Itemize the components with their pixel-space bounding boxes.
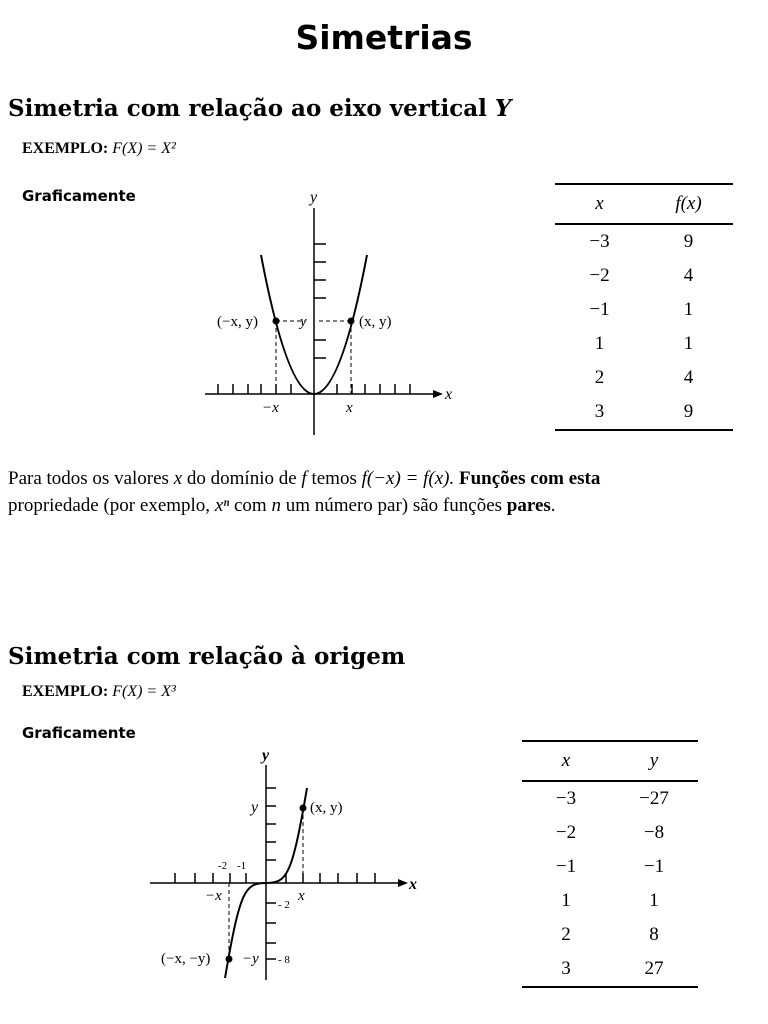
table-header-row (522, 741, 698, 781)
x-axis-arrow (433, 390, 443, 398)
table-header-x: x (522, 741, 610, 781)
point-bottom-label: (−x, −y) (161, 951, 211, 967)
table-row (555, 395, 733, 430)
bold-term: pares (506, 495, 551, 516)
text: propriedade (por exemplo, (8, 495, 215, 516)
text: um número par) são funções (280, 495, 507, 516)
tick-pos-x-label: x (346, 400, 353, 416)
text: com (229, 495, 272, 516)
table-cell: 4 (683, 265, 694, 286)
hand-label-small-8: - 8 (278, 954, 290, 966)
math-equation: f(−x) = f(x). (361, 468, 455, 489)
paragraph-line-2 (8, 492, 600, 519)
x-axis-arrow (398, 879, 408, 887)
table-cell: −2 (589, 265, 610, 286)
table-cell: 27 (610, 952, 698, 987)
table-cell: 3 (555, 395, 644, 430)
point-left-label: (−x, y) (217, 314, 258, 330)
y-mark-label: y (300, 314, 307, 330)
table-row (522, 884, 698, 918)
point-top-label: (x, y) (310, 800, 343, 816)
y-mark-label: y (251, 799, 259, 816)
table-cell: 1 (649, 890, 659, 911)
hand-label-small-2: - 2 (278, 899, 290, 911)
section1-heading (8, 95, 511, 122)
table-row (555, 361, 733, 395)
section2-graph-label: Graficamente (22, 724, 136, 742)
tick-neg-x-label: −x (205, 888, 222, 904)
table-row (522, 816, 698, 850)
tick-neg-x-label: −x (262, 400, 279, 416)
table-header-row (555, 184, 733, 224)
table-header-x: x (555, 184, 644, 224)
table-cell: 1 (683, 333, 694, 354)
section2-table (522, 740, 698, 988)
table-row (522, 850, 698, 884)
table-cell: −27 (639, 788, 669, 809)
text: Funções com esta (454, 468, 601, 489)
table-cell: 1 (594, 333, 605, 354)
cubic-graph (145, 740, 425, 985)
section1-table (555, 183, 733, 431)
table-cell: 1 (683, 299, 694, 320)
table-cell: 1 (561, 890, 571, 911)
text: temos (306, 468, 362, 489)
point-right (348, 318, 355, 325)
table-cell: 2 (561, 924, 571, 945)
x-axis-label: x (445, 386, 453, 403)
text: do domínio de (182, 468, 302, 489)
table-cell: 9 (644, 395, 733, 430)
tick-pos-x-label: x (298, 888, 305, 904)
section2-example (22, 683, 176, 701)
table-cell: −1 (589, 299, 610, 320)
y-axis-label: y (262, 747, 270, 764)
point-right-label: (x, y) (359, 314, 392, 330)
table-row (555, 259, 733, 293)
point-top (300, 805, 307, 812)
point-left (273, 318, 280, 325)
section1-example (22, 140, 176, 158)
table-row (555, 224, 733, 259)
section2-heading: Simetria com relação à origem (8, 643, 406, 670)
paragraph-line-1 (8, 465, 600, 492)
table-cell: 3 (522, 952, 610, 987)
text: . (550, 495, 556, 516)
section1-heading-text: Simetria com relação ao eixo vertical (8, 95, 487, 122)
section1-example-label: EXEMPLO: (22, 140, 109, 157)
table-row (555, 327, 733, 361)
section1-heading-var: Y (494, 95, 512, 122)
section2-example-formula: F(X) = X³ (112, 683, 176, 700)
math-var: xⁿ (214, 495, 230, 516)
point-bottom (226, 956, 233, 963)
table-cell: −1 (643, 856, 665, 877)
table-cell: −2 (555, 822, 577, 843)
table-row (522, 918, 698, 952)
x-axis-label: x (409, 876, 417, 893)
table-cell: −3 (555, 788, 577, 809)
parabola-graph (195, 180, 475, 445)
table-row (522, 952, 698, 987)
hand-label-minus-2: -2 (218, 860, 228, 872)
table-cell: 4 (683, 367, 694, 388)
table-cell: 9 (683, 231, 694, 252)
math-var: x (173, 468, 183, 489)
y-axis-label: y (310, 189, 318, 206)
hand-label-minus-1: -1 (237, 860, 247, 872)
neg-y-mark-label: −y (242, 951, 259, 967)
table-cell: −1 (555, 856, 577, 877)
section1-graph-label: Graficamente (22, 187, 136, 205)
table-header-y: y (610, 741, 698, 781)
math-var: f (301, 468, 307, 489)
y-axis-ticks (266, 788, 276, 959)
math-var: n (271, 495, 281, 516)
table-cell: 8 (649, 924, 659, 945)
table-cell: −8 (643, 822, 665, 843)
table-header-fx: f(x) (644, 184, 733, 224)
section1-example-formula: F(X) = X² (112, 140, 176, 157)
table-cell: 2 (594, 367, 605, 388)
text: Para todos os valores (8, 468, 174, 489)
table-row (555, 293, 733, 327)
page-title: Simetrias (295, 18, 473, 57)
table-row (522, 781, 698, 816)
y-axis-ticks (314, 244, 326, 358)
section2-example-label: EXEMPLO: (22, 683, 109, 700)
section1-paragraph (8, 465, 600, 519)
table-cell: −3 (589, 231, 610, 252)
